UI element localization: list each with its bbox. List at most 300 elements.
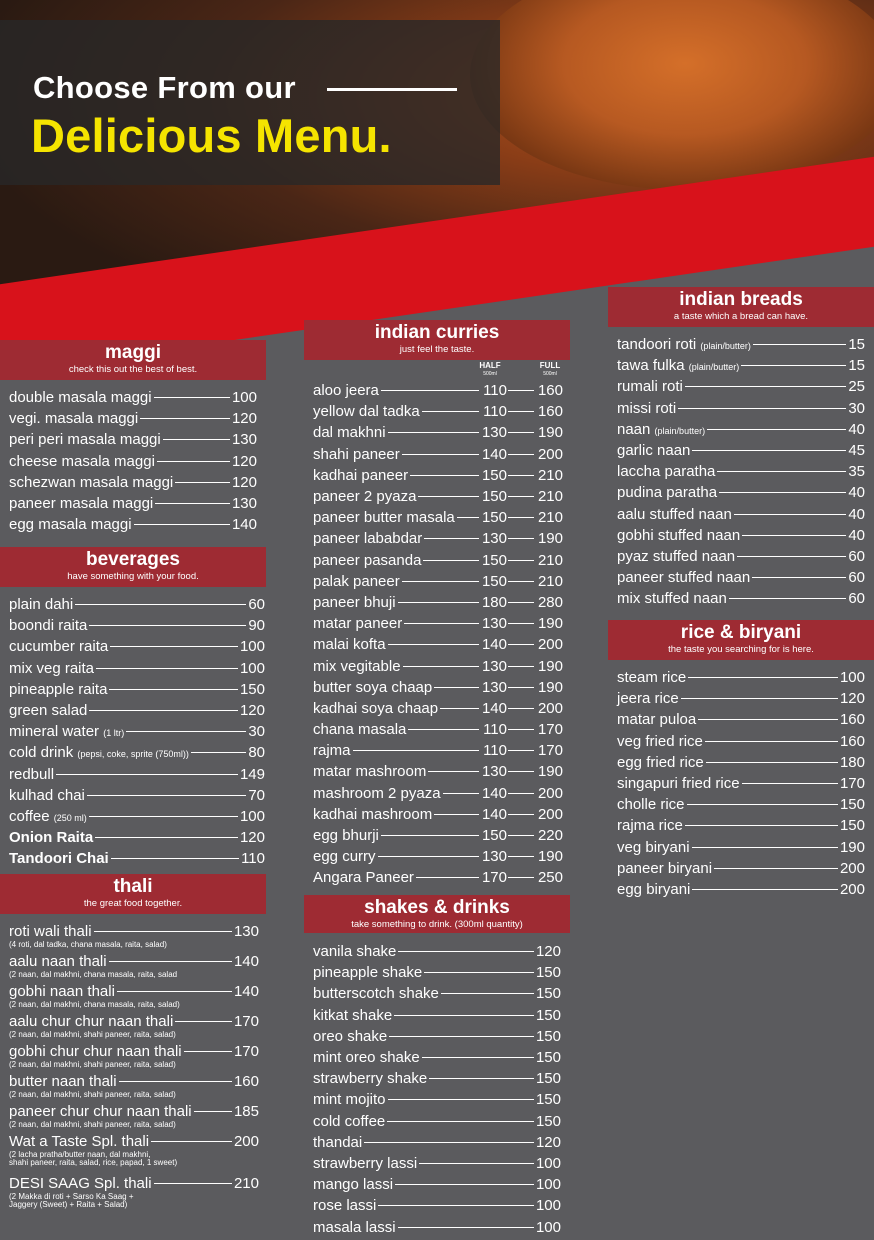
full-price: 250 — [537, 869, 563, 887]
item-name-text: peri peri masala maggi — [9, 431, 161, 449]
thali-title: thali — [113, 876, 153, 897]
menu-item-row — [313, 1047, 561, 1068]
leader-line — [508, 771, 534, 772]
thali-item-row — [9, 1011, 259, 1031]
item-name — [313, 1197, 376, 1214]
menu-item-row — [9, 827, 265, 848]
menu-item-row — [617, 567, 865, 588]
full-price: 190 — [537, 615, 563, 633]
leader-line — [734, 514, 846, 515]
thali-item — [9, 1101, 259, 1129]
curry-item-row — [313, 740, 563, 761]
leader-line — [191, 752, 246, 753]
item-price: 140 — [233, 982, 259, 1000]
maggi-title: maggi — [105, 342, 161, 363]
leader-line — [96, 668, 238, 669]
half-price: 180 — [481, 593, 507, 611]
leader-line — [378, 1205, 534, 1206]
leader-line — [714, 868, 838, 869]
item-name — [313, 964, 422, 981]
curry-item-row — [313, 571, 563, 592]
item-price: 120 — [535, 1133, 561, 1151]
half-price: 140 — [481, 445, 507, 463]
item-price: 200 — [233, 1132, 259, 1150]
leader-line — [109, 961, 232, 962]
full-price: 170 — [537, 742, 563, 760]
thali-item — [9, 1131, 259, 1167]
item-price: 30 — [848, 399, 865, 417]
menu-item-row — [313, 1005, 561, 1026]
leader-line — [389, 1036, 534, 1037]
item-name-text: paneer masala maggi — [9, 495, 154, 513]
item-price: 130 — [233, 922, 259, 940]
leader-line — [56, 774, 238, 775]
item-name: paneer lababdar — [313, 530, 423, 548]
item-price: 45 — [848, 442, 865, 460]
curry-item-row — [313, 507, 563, 528]
leader-line — [140, 418, 230, 419]
item-price: 15 — [848, 357, 865, 375]
item-price: 100 — [535, 1176, 561, 1194]
menu-item-row — [313, 1132, 561, 1153]
curry-item-row — [313, 592, 563, 613]
item-note: (plain/butter) — [654, 425, 706, 436]
thali-item-row — [9, 981, 259, 1001]
leader-line — [155, 503, 230, 504]
menu-item-row — [9, 514, 257, 535]
curries-header — [304, 320, 570, 360]
item-name: kadhai soya chaap — [313, 699, 439, 717]
leader-line — [404, 623, 479, 624]
item-name-text: jeera rice — [617, 690, 679, 708]
half-price: 110 — [483, 721, 507, 739]
item-price: 40 — [848, 484, 865, 502]
half-label — [476, 362, 504, 378]
item-name-text: rajma rice — [617, 817, 683, 835]
item-name-text: matar puloa — [617, 711, 697, 729]
item-note: (1 ltr) — [103, 728, 125, 739]
leader-line — [402, 581, 479, 582]
item-name-text: green salad — [9, 702, 88, 720]
item-name — [617, 690, 679, 707]
menu-item-row — [617, 731, 865, 752]
item-name-text: boondi raita — [9, 617, 88, 635]
item-price: 40 — [848, 505, 865, 523]
leader-line — [154, 397, 230, 398]
item-note: (plain/butter) — [688, 362, 740, 373]
half-price: 130 — [481, 424, 507, 442]
leader-line — [402, 454, 479, 455]
half-price: 150 — [481, 466, 507, 484]
leader-line — [194, 1111, 232, 1112]
leader-line — [134, 524, 230, 525]
menu-item-row — [9, 594, 265, 615]
leader-line — [685, 386, 846, 387]
item-name-text: kulhad chai — [9, 786, 85, 804]
item-price: 160 — [839, 732, 865, 750]
item-name-text: cholle rice — [617, 796, 685, 814]
item-name — [313, 1219, 396, 1236]
thali-item-row — [9, 1041, 259, 1061]
leader-line — [508, 729, 534, 730]
menu-item-row — [313, 1195, 561, 1216]
item-name — [9, 808, 87, 825]
item-name — [617, 839, 690, 856]
menu-item-row — [617, 419, 865, 440]
breads-list — [617, 334, 865, 609]
leader-line — [175, 482, 230, 483]
full-price: 210 — [537, 488, 563, 506]
leader-line — [508, 644, 534, 645]
item-name — [617, 669, 686, 686]
item-description: (2 naan, dal makhni, shahi paneer, raita, salad) — [9, 1090, 176, 1099]
leader-line — [364, 1142, 534, 1143]
headline-line1: Choose From our — [33, 70, 296, 105]
leader-line — [423, 560, 479, 561]
leader-line — [398, 1227, 534, 1228]
item-name-text: cucumber raita — [9, 638, 109, 656]
menu-item-row — [313, 1153, 561, 1174]
menu-item-row — [617, 525, 865, 546]
item-price: 150 — [535, 1070, 561, 1088]
beverages-subtitle: have something with your food. — [67, 571, 199, 582]
menu-item-row — [9, 408, 257, 429]
menu-item-row — [313, 962, 561, 983]
menu-item-row — [617, 709, 865, 730]
thali-item-row — [9, 1071, 259, 1091]
menu-item-row — [617, 773, 865, 794]
menu-item-row — [9, 785, 265, 806]
menu-item-row — [9, 636, 265, 657]
item-price: 150 — [535, 1006, 561, 1024]
leader-line — [508, 666, 534, 667]
leader-line — [126, 731, 246, 732]
item-name-text: missi roti — [617, 399, 677, 417]
item-price: 100 — [839, 669, 865, 687]
item-name: palak paneer — [313, 572, 400, 590]
menu-item-row — [9, 679, 265, 700]
item-name — [617, 754, 704, 771]
item-description: (2 Makka di roti + Sarso Ka Saag + — [9, 1192, 134, 1201]
thali-item — [9, 951, 259, 979]
item-name — [9, 474, 173, 491]
leader-line — [707, 429, 846, 430]
item-name-text: paneer stuffed naan — [617, 569, 751, 587]
leader-line — [717, 471, 846, 472]
item-price: 170 — [233, 1012, 259, 1030]
curry-item-row — [313, 528, 563, 549]
item-name — [9, 389, 152, 406]
item-description: (2 naan, dal makhni, chana masala, raita, salad — [9, 970, 178, 979]
item-name-text: pudina paratha — [617, 484, 718, 502]
item-description: (2 naan, dal makhni, chana masala, raita, salad) — [9, 1000, 180, 1009]
rice-header — [608, 620, 874, 660]
beverages-header — [0, 547, 266, 587]
leader-line — [706, 762, 838, 763]
item-name: mix vegitable — [313, 657, 401, 675]
item-price: 120 — [231, 473, 257, 491]
item-name-text: double masala maggi — [9, 389, 152, 407]
item-name: DESI SAAG Spl. thali — [9, 1174, 152, 1192]
headline-line2: Delicious Menu. — [31, 109, 392, 162]
item-name: gobhi chur chur naan thali — [9, 1042, 182, 1060]
item-name: matar paneer — [313, 615, 403, 633]
item-name-text: tawa fulka — [617, 357, 685, 375]
leader-line — [416, 877, 479, 878]
curry-item-row — [313, 634, 563, 655]
thali-item-row — [9, 951, 259, 971]
full-label — [536, 362, 564, 378]
leader-line — [175, 1021, 232, 1022]
leader-line — [508, 687, 534, 688]
leader-line — [508, 814, 534, 815]
item-name: mashroom 2 pyaza — [313, 784, 441, 802]
curry-item-row — [313, 486, 563, 507]
beverages-list — [9, 594, 265, 869]
leader-line — [408, 729, 479, 730]
item-name — [9, 638, 108, 655]
breads-title: indian breads — [679, 289, 803, 310]
menu-item-row — [617, 858, 865, 879]
menu-item-row — [313, 983, 561, 1004]
item-price: 100 — [239, 807, 265, 825]
item-name: butter naan thali — [9, 1072, 117, 1090]
item-name-text: vegi. masala maggi — [9, 410, 139, 428]
item-price: 150 — [535, 1049, 561, 1067]
menu-item-row — [617, 546, 865, 567]
leader-line — [388, 1099, 534, 1100]
rice-subtitle: the taste you searching for is here. — [668, 644, 814, 655]
curry-item-row — [313, 444, 563, 465]
item-name — [9, 660, 94, 677]
item-name-text: egg masala maggi — [9, 516, 132, 534]
item-note: (250 ml) — [53, 812, 87, 823]
menu-item-row — [617, 461, 865, 482]
leader-line — [508, 475, 534, 476]
full-price: 200 — [537, 784, 563, 802]
item-name — [313, 1091, 386, 1108]
item-price: 150 — [535, 1091, 561, 1109]
shakes-subtitle: take something to drink. (300ml quantity) — [351, 919, 523, 930]
item-description: shahi paneer, raita, salad, rice, papad, 1 sweet) — [9, 1158, 178, 1167]
half-price: 130 — [481, 615, 507, 633]
menu-item-row — [617, 815, 865, 836]
item-name — [617, 442, 690, 459]
menu-item-row — [9, 493, 257, 514]
leader-line — [429, 1078, 534, 1079]
item-name — [617, 860, 712, 877]
leader-line — [418, 496, 479, 497]
item-name: paneer chur chur naan thali — [9, 1102, 192, 1120]
item-name: yellow dal tadka — [313, 403, 420, 421]
item-name: aloo jeera — [313, 382, 379, 400]
leader-line — [685, 825, 838, 826]
leader-line — [692, 847, 838, 848]
leader-line — [398, 602, 479, 603]
item-description: (2 naan, dal makhni, shahi paneer, raita, salad) — [9, 1060, 176, 1069]
menu-item-row — [313, 1174, 561, 1195]
leader-line — [117, 991, 232, 992]
maggi-header — [0, 340, 266, 380]
menu-item-row — [9, 721, 265, 742]
full-price: 190 — [537, 530, 563, 548]
maggi-list — [9, 387, 257, 535]
item-name: butter soya chaap — [313, 678, 433, 696]
leader-line — [422, 1057, 534, 1058]
item-price: 120 — [231, 452, 257, 470]
item-price: 150 — [839, 817, 865, 835]
item-price: 150 — [839, 796, 865, 814]
leader-line — [394, 1015, 534, 1016]
item-description: Jaggery (Sweet) + Raita + Salad) — [9, 1200, 128, 1209]
item-name — [313, 1028, 387, 1045]
menu-item-row — [617, 688, 865, 709]
item-name-text: redbull — [9, 765, 55, 783]
item-name — [617, 421, 705, 438]
half-unit-text: 500ml — [483, 371, 497, 377]
item-price: 140 — [233, 952, 259, 970]
item-name-text: butterscotch shake — [313, 985, 439, 1003]
thali-item — [9, 1011, 259, 1039]
item-name: gobhi naan thali — [9, 982, 115, 1000]
item-name-text: gobhi stuffed naan — [617, 526, 741, 544]
full-price: 160 — [537, 382, 563, 400]
item-name — [617, 711, 696, 728]
item-name — [617, 336, 751, 353]
item-name: egg bhurji — [313, 827, 379, 845]
leader-line — [752, 577, 846, 578]
leader-line — [381, 390, 479, 391]
item-name-text: cold drink — [9, 744, 74, 762]
item-note: (pepsi, coke, sprite (750ml)) — [77, 749, 189, 760]
item-price: 150 — [535, 985, 561, 1003]
item-name-text: schezwan masala maggi — [9, 473, 174, 491]
item-price: 185 — [233, 1102, 259, 1120]
leader-line — [508, 750, 534, 751]
leader-line — [387, 1121, 534, 1122]
rice-title: rice & biryani — [680, 622, 802, 643]
item-name-text: coffee — [9, 807, 50, 825]
menu-item-row — [617, 334, 865, 355]
item-name — [313, 943, 396, 960]
leader-line — [89, 625, 246, 626]
item-description: (2 naan, dal makhni, shahi paneer, raita, salad) — [9, 1120, 176, 1129]
leader-line — [698, 719, 838, 720]
item-price: 150 — [535, 1027, 561, 1045]
item-price: 60 — [848, 590, 865, 608]
leader-line — [424, 972, 534, 973]
rice-list — [617, 667, 865, 900]
full-price: 200 — [537, 805, 563, 823]
leader-line — [410, 475, 479, 476]
leader-line — [89, 710, 238, 711]
curry-item-row — [313, 465, 563, 486]
item-name — [313, 1007, 392, 1024]
half-price: 130 — [481, 848, 507, 866]
item-name-text: Onion Raita — [9, 829, 94, 847]
full-price: 210 — [537, 551, 563, 569]
item-price: 170 — [839, 775, 865, 793]
curry-item-row — [313, 783, 563, 804]
item-price: 160 — [233, 1072, 259, 1090]
menu-item-row — [617, 752, 865, 773]
full-price: 210 — [537, 572, 563, 590]
full-unit-text: 500ml — [543, 371, 557, 377]
thali-subtitle: the great food together. — [83, 898, 183, 909]
beverages-title: beverages — [85, 549, 180, 570]
menu-item-row — [617, 667, 865, 688]
menu-item-row — [617, 376, 865, 397]
leader-line — [94, 931, 232, 932]
item-name-text: plain dahi — [9, 596, 74, 614]
leader-line — [692, 889, 838, 890]
breads-subtitle: a taste which a bread can have. — [673, 311, 809, 322]
breads-header — [608, 287, 874, 327]
item-name-text: vanila shake — [313, 943, 397, 961]
curry-item-row — [313, 825, 563, 846]
curry-item-row — [313, 380, 563, 401]
item-price: 170 — [233, 1042, 259, 1060]
leader-line — [729, 598, 847, 599]
item-price: 40 — [848, 526, 865, 544]
leader-line — [741, 365, 846, 366]
half-price: 140 — [481, 636, 507, 654]
item-name — [313, 1070, 427, 1087]
leader-line — [508, 454, 534, 455]
leader-line — [110, 646, 238, 647]
menu-item-row — [9, 700, 265, 721]
item-name-text: mineral water — [9, 723, 100, 741]
item-price: 30 — [248, 723, 265, 741]
item-name — [617, 484, 717, 501]
leader-line — [424, 538, 479, 539]
leader-line — [87, 795, 246, 796]
item-name: matar mashroom — [313, 763, 427, 781]
item-name-text: tandoori roti — [617, 336, 697, 354]
item-name — [313, 1176, 393, 1193]
item-name — [9, 431, 161, 448]
item-name-text: mango lassi — [313, 1176, 394, 1194]
leader-line — [428, 771, 479, 772]
item-price: 60 — [248, 596, 265, 614]
half-price: 170 — [481, 869, 507, 887]
item-name — [313, 1049, 420, 1066]
item-name — [617, 527, 740, 544]
food-pan-image — [470, 0, 874, 190]
menu-item-row — [617, 837, 865, 858]
thali-item-row — [9, 1173, 259, 1193]
menu-item-row — [9, 472, 257, 493]
thali-item — [9, 981, 259, 1009]
leader-line — [353, 750, 479, 751]
leader-line — [508, 602, 534, 603]
item-name: paneer 2 pyaza — [313, 488, 417, 506]
leader-line — [508, 793, 534, 794]
menu-item-row — [617, 879, 865, 900]
leader-line — [508, 835, 534, 836]
maggi-subtitle: check this out the best of best. — [68, 364, 198, 375]
half-price: 130 — [481, 763, 507, 781]
item-price: 100 — [239, 659, 265, 677]
shakes-title: shakes & drinks — [364, 897, 510, 918]
item-description: (2 naan, dal makhni, shahi paneer, raita, salad) — [9, 1030, 176, 1039]
item-price: 180 — [839, 753, 865, 771]
menu-item-row — [9, 429, 257, 450]
item-name — [9, 850, 109, 867]
item-name: kadhai paneer — [313, 466, 409, 484]
item-name — [9, 617, 87, 634]
menu-item-row — [617, 794, 865, 815]
